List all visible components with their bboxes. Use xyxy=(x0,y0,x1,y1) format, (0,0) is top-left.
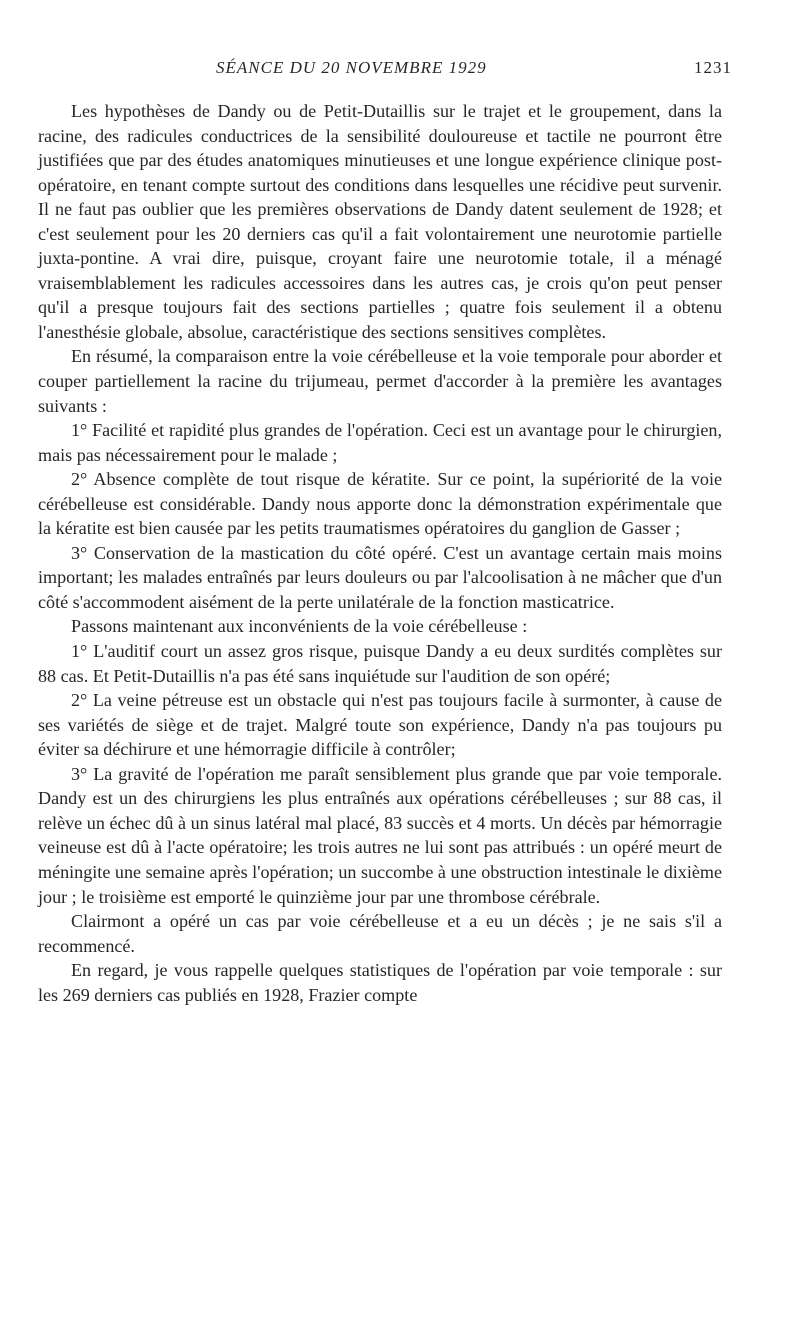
document-page xyxy=(38,0,732,1331)
paragraph-advantage-1: 1° Facilité et rapidité plus grandes de l'opération. Ceci est un avantage pour le chirurgien, mais pas nécessairement pour le malade ; xyxy=(38,420,722,465)
paragraph-statistiques: En regard, je vous rappelle quelques statistiques de l'opération par voie temporale : sur les 269 derniers cas publiés en 1928, Frazier compte xyxy=(38,960,722,1005)
paragraph-clairmont: Clairmont a opéré un cas par voie cérébelleuse et a eu un décès ; je ne sais s'il a recommencé. xyxy=(38,911,722,956)
paragraph-inconvenient-3: 3° La gravité de l'opération me paraît sensiblement plus grande que par voie temporale. Dandy est un des chirurgiens les plus entraînés aux opérations cérébelleuses ; sur 88 cas, il relève un échec dû à un sinus latéral mal placé, 83 succès et 4 morts. Un décès par hémorragie veineuse est dû à l'acte opératoire; les trois autres ne lui sont pas attribués : un opéré meurt de méningite une semaine après l'opération; un succombe à une obstruction intestinale le dixième jour ; le troisième est emporté le quinzième jour par une thrombose cérébrale. xyxy=(38,763,722,907)
paragraph-resume: En résumé, la comparaison entre la voie cérébelleuse et la voie temporale pour aborder et couper partiellement la racine du trijumeau, permet d'accorder à la première les avantages suivants : xyxy=(38,346,722,416)
running-header xyxy=(38,58,732,82)
paragraph-inconvenient-2: 2° La veine pétreuse est un obstacle qui n'est pas toujours facile à surmonter, à cause de ses variétés de siège et de trajet. Malgré toute son expérience, Dandy n'a pas toujours pu éviter sa déchirure et une hémorragie difficile à contrôler; xyxy=(38,690,722,760)
running-title: SÉANCE DU 20 NOVEMBRE 1929 xyxy=(216,58,487,77)
paragraph-inconvenients-intro: Passons maintenant aux inconvénients de la voie cérébelleuse : xyxy=(71,616,528,637)
page-number: 1231 xyxy=(694,58,732,77)
paragraph-inconvenient-1: 1° L'auditif court un assez gros risque, puisque Dandy a eu deux surdités complètes sur 88 cas. Et Petit-Dutaillis n'a pas été sans inquiétude sur l'audition de son opéré; xyxy=(38,641,722,686)
paragraph-hypotheses: Les hypothèses de Dandy ou de Petit-Dutaillis sur le trajet et le groupement, dans la racine, des radicules conductrices de la sensibilité douloureuse et tactile ne pourront être justifiées que par des études anatomiques minutieuses et une longue expérience clinique post-opératoire, en tenant compte surtout des conditions dans lesquelles une récidive peut survenir. Il ne faut pas oublier que les premières observations de Dandy datent seulement de 1928; et c'est seulement pour les 20 derniers cas qu'il a fait volontairement une neurotomie partielle juxta-pontine. A vrai dire, puisque, croyant faire une neurotomie totale, il a ménagé vraisemblablement les radicules accessoires dans les autres cas, je crois qu'on peut penser qu'il a presque toujours fait des sections partielles ; quatre fois seulement il a obtenu l'anesthésie globale, absolue, caractéristique des sections sensitives complètes. xyxy=(38,101,722,342)
paragraph-advantage-2: 2° Absence complète de tout risque de kératite. Sur ce point, la supériorité de la voie cérébelleuse est considérable. Dandy nous apporte donc la démonstration expérimentale que la kératite est bien causée par les petits traumatismes opératoires du ganglion de Gasser ; xyxy=(38,469,722,539)
body-text xyxy=(38,99,722,1007)
paragraph-advantage-3: 3° Conservation de la mastication du côté opéré. C'est un avantage certain mais moins important; les malades entraînés par leurs douleurs ou par l'alcoolisation à ne mâcher que d'un côté s'accommodent aisément de la perte unilatérale de la fonction masticatrice. xyxy=(38,542,722,612)
